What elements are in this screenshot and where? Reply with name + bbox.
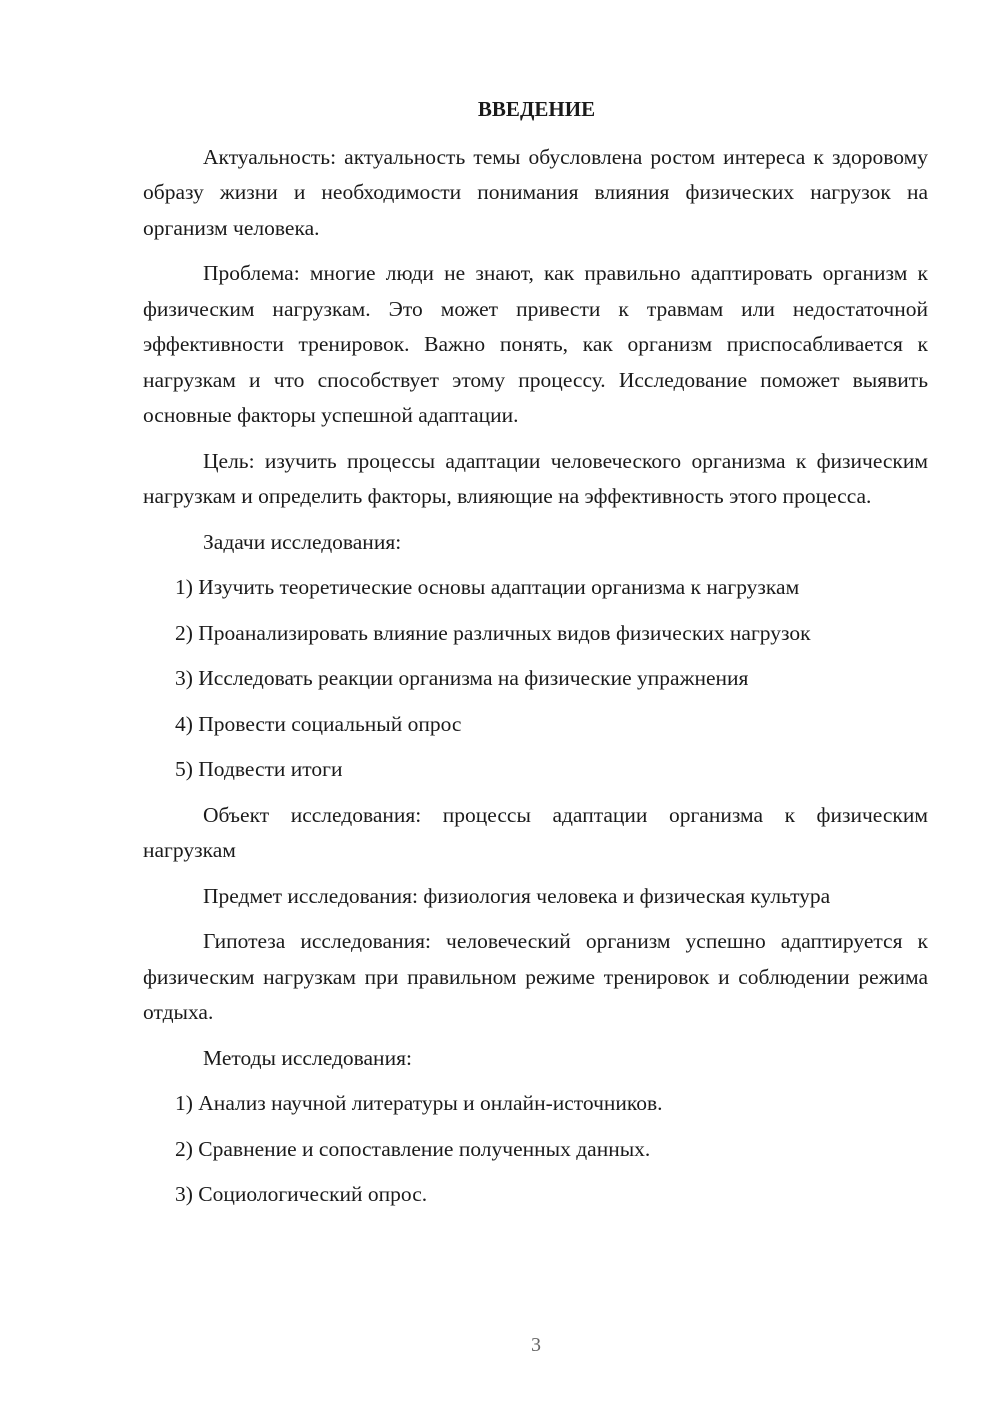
- list-item: 5) Подвести итоги: [175, 757, 343, 781]
- tasks-heading: Задачи исследования:: [203, 529, 402, 554]
- list-item: 2) Проанализировать влияние различных видов физических нагрузок: [175, 620, 811, 645]
- hypothesis-paragraph: Гипотеза исследования: человеческий организм успешно адаптируется к физическим нагрузкам при правильном режиме тренировок и соблюдении режима отдыха.: [143, 929, 928, 1024]
- subject-paragraph: Предмет исследования: физиология человека и физическая культура: [203, 883, 831, 908]
- relevance-paragraph: Актуальность: актуальность темы обусловлена ростом интереса к здоровому образу жизни и необходимости понимания влияния физических нагрузок на организм человека.: [143, 144, 928, 240]
- list-item: 1) Изучить теоретические основы адаптации организма к нагрузкам: [175, 575, 800, 599]
- list-item: 3) Социологический опрос.: [175, 1182, 428, 1206]
- list-item: 4) Провести социальный опрос: [175, 711, 462, 736]
- list-item: 2) Сравнение и сопоставление полученных данных.: [175, 1136, 651, 1161]
- document-page: [143, 92, 928, 1223]
- page-number: 3: [531, 1334, 541, 1356]
- list-item: 1) Анализ научной литературы и онлайн-источников.: [175, 1091, 663, 1115]
- methods-list: [143, 1086, 928, 1213]
- methods-heading: Методы исследования:: [203, 1045, 412, 1070]
- section-title: ВВЕДЕНИЕ: [477, 97, 596, 121]
- tasks-list: [143, 570, 928, 788]
- object-paragraph: Объект исследования: процессы адаптации организма к физическим нагрузкам: [143, 802, 928, 862]
- goal-paragraph: Цель: изучить процессы адаптации человеческого организма к физическим нагрузкам и определить факторы, влияющие на эффективность этого процесса.: [143, 448, 928, 508]
- list-item: 3) Исследовать реакции организма на физические упражнения: [175, 666, 749, 690]
- problem-paragraph: Проблема: многие люди не знают, как правильно адаптировать организм к физическим нагрузкам. Это может привести к травмам или недостаточной эффективности тренировок. Важно понять, как организм приспосабливается к нагрузкам и что способствует этому процессу. Исследование поможет выявить основные факторы успешной адаптации.: [143, 261, 928, 427]
